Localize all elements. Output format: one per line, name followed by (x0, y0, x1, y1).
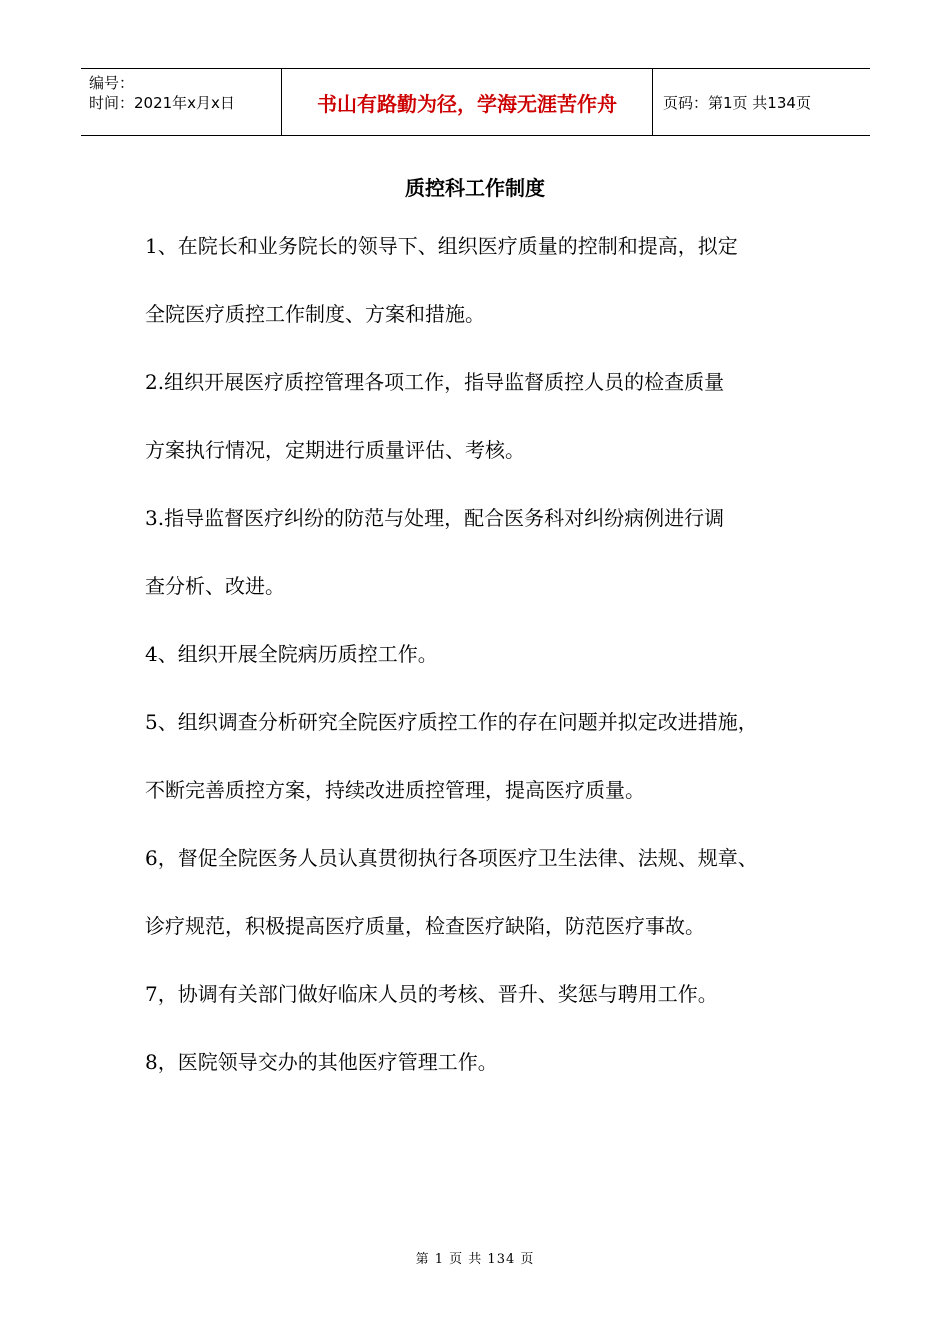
body-line: 诊疗规范，积极提高医疗质量，检查医疗缺陷，防范医疗事故。 (145, 914, 705, 938)
body-line: 7，协调有关部门做好临床人员的考核、晋升、奖惩与聘用工作。 (145, 982, 718, 1006)
body-line: 8，医院领导交办的其他医疗管理工作。 (145, 1050, 498, 1074)
body-line: 2.组织开展医疗质控管理各项工作，指导监督质控人员的检查质量 (145, 370, 725, 394)
header-page-info: 页码：第1页 共134页 (663, 93, 811, 112)
body-line: 4、组织开展全院病历质控工作。 (145, 642, 438, 666)
page-header (81, 68, 870, 136)
body-line: 方案执行情况，定期进行质量评估、考核。 (145, 438, 525, 462)
body-line: 不断完善质控方案，持续改进质控管理，提高医疗质量。 (145, 778, 645, 802)
document-date: 时间：2021年x月x日 (89, 94, 235, 112)
page-footer: 第 1 页 共 134 页 (415, 1252, 535, 1267)
body-line: 6，督促全院医务人员认真贯彻执行各项医疗卫生法律、法规、规章、 (145, 846, 758, 870)
body-line: 1、在院长和业务院长的领导下、组织医疗质量的控制和提高，拟定 (145, 234, 738, 258)
header-meta (81, 69, 281, 135)
document-body (145, 230, 845, 1114)
document-title: 质控科工作制度 (405, 176, 545, 200)
document-number-label: 编号： (89, 74, 135, 92)
body-line: 5、组织调查分析研究全院医疗质控工作的存在问题并拟定改进措施， (145, 710, 758, 734)
body-line: 全院医疗质控工作制度、方案和措施。 (145, 302, 485, 326)
header-slogan: 书山有路勤为径，学海无涯苦作舟 (281, 69, 653, 135)
body-line: 查分析、改进。 (145, 574, 285, 598)
body-line: 3.指导监督医疗纠纷的防范与处理，配合医务科对纠纷病例进行调 (145, 506, 725, 530)
